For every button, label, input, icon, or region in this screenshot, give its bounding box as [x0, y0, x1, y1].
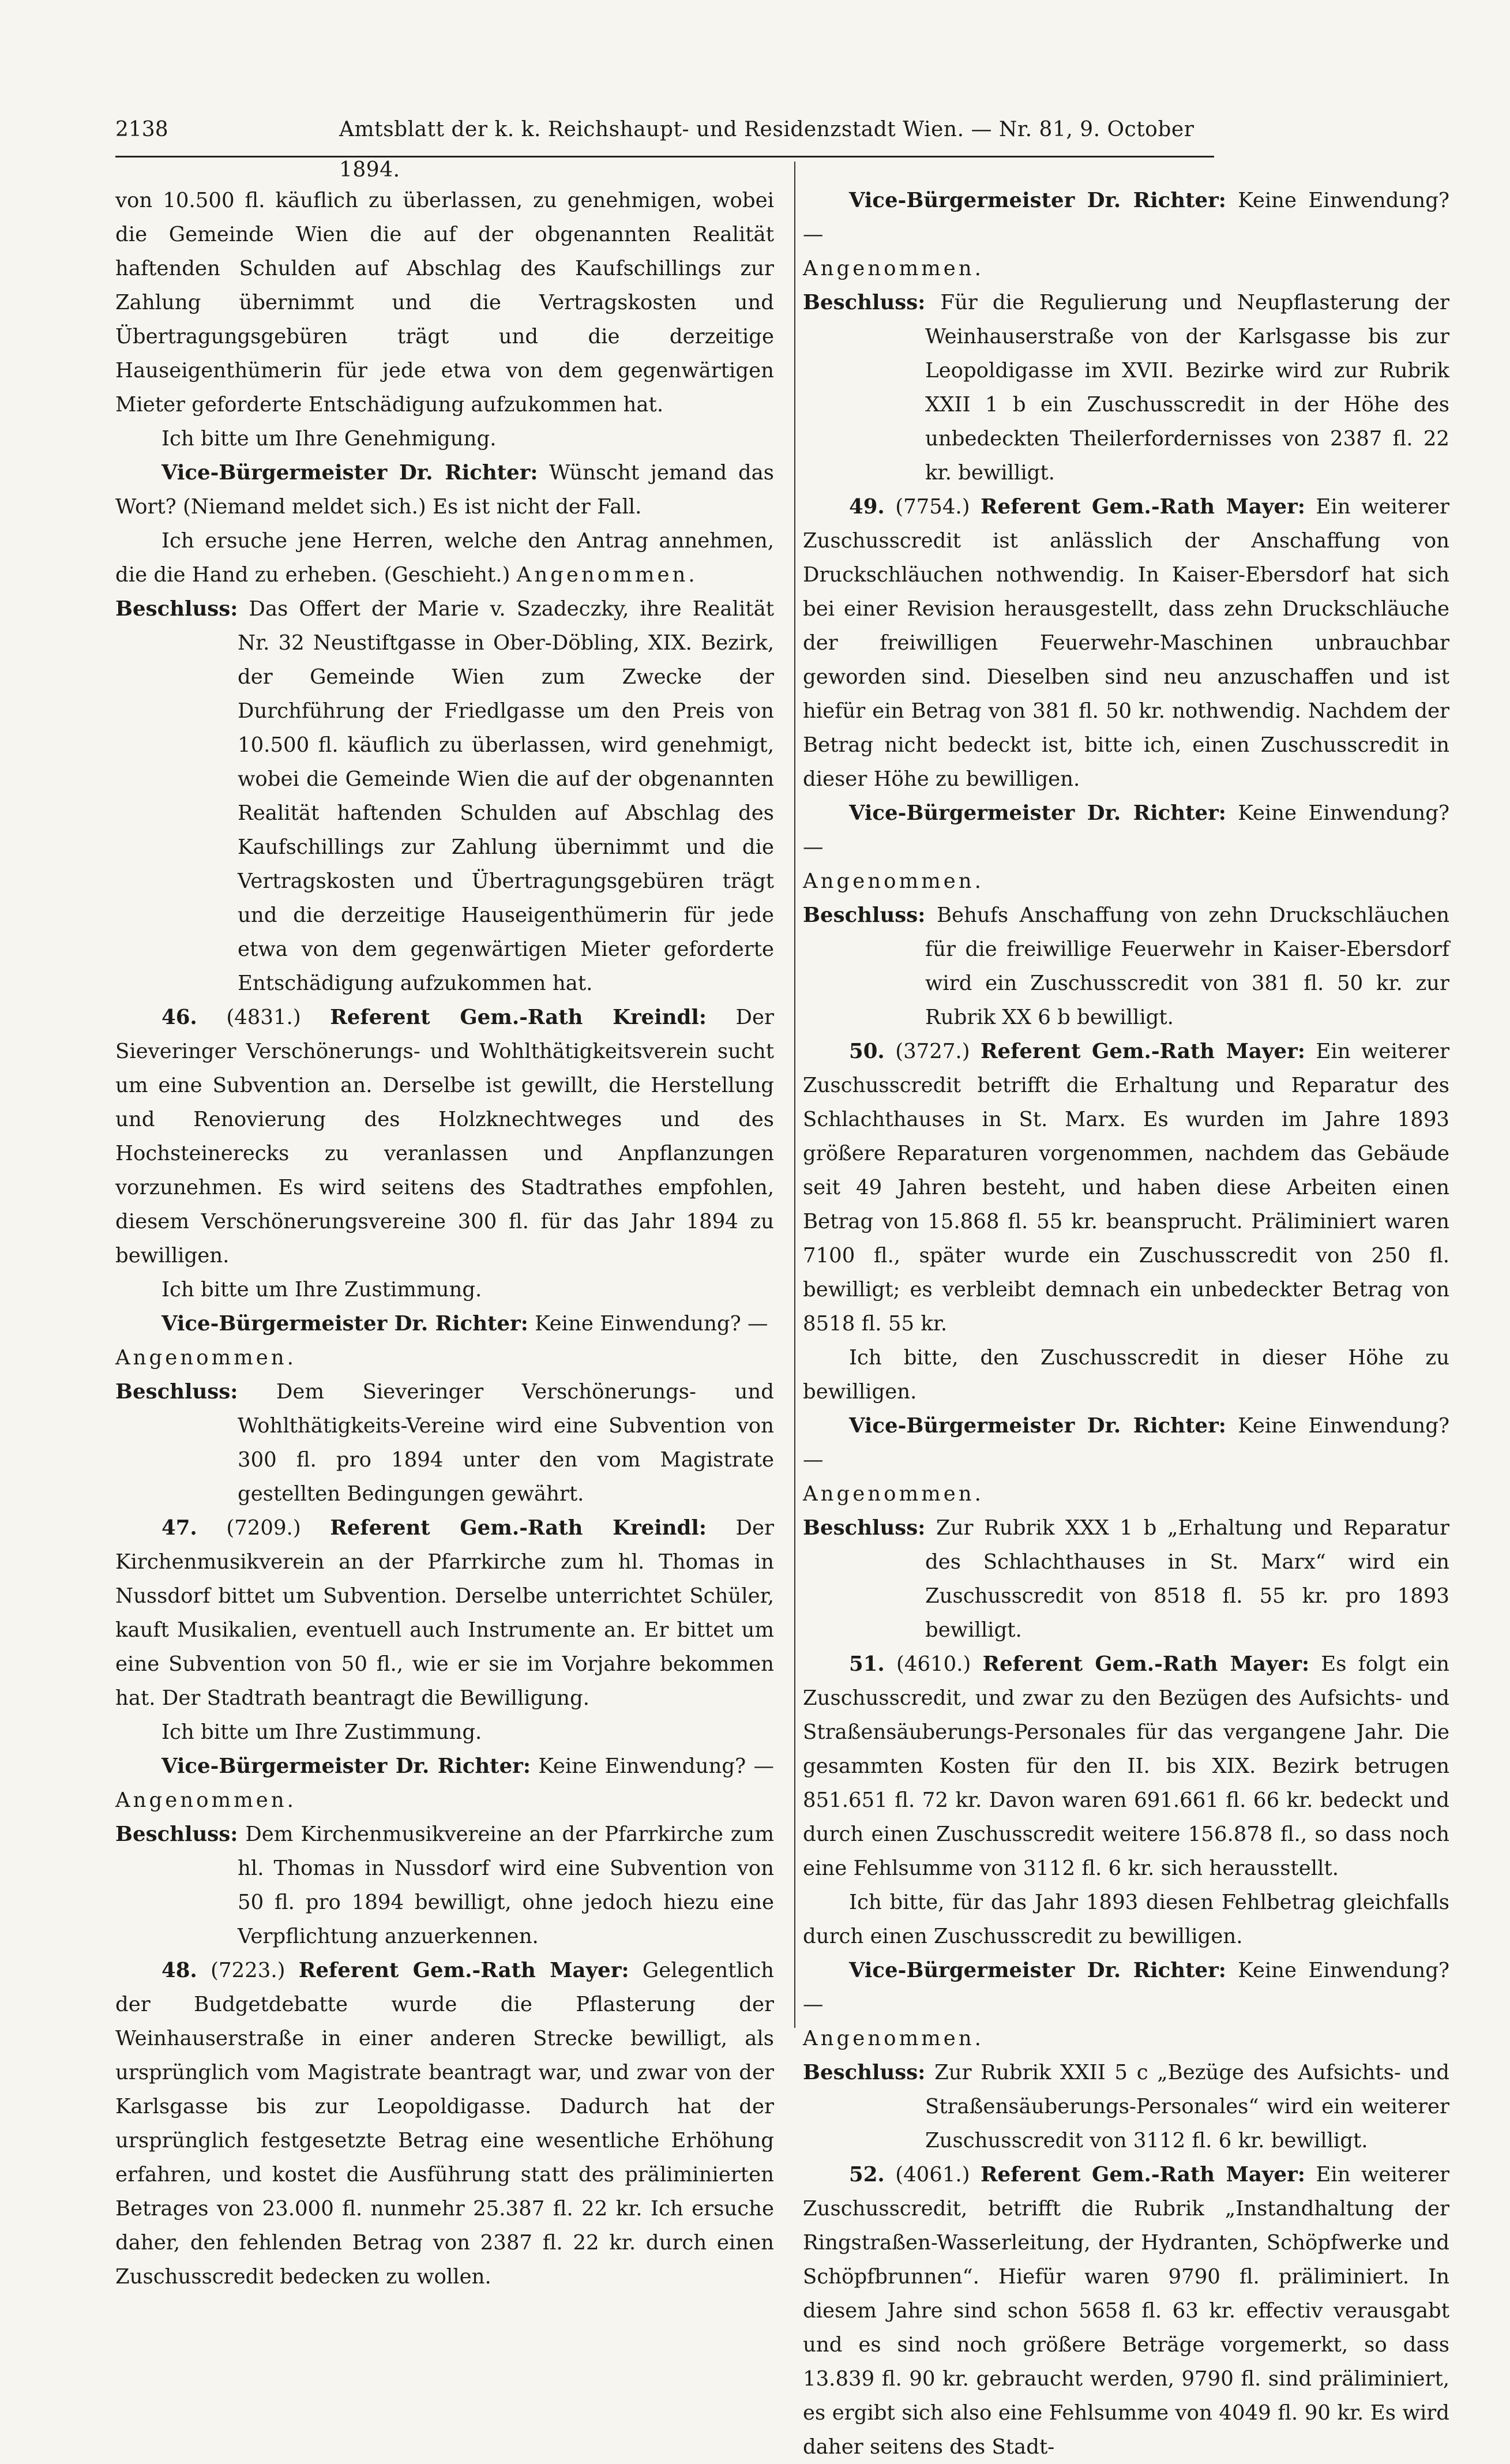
resolution-text: Dem Kirchenmusikvereine an der Pfarrkirche zum hl. Thomas in Nussdorf wird eine Subvention von 50 fl. pro 1894 bewilligt, ohne jedoch hiezu eine Verpflichtung anzuerkennen.: [238, 1822, 774, 1948]
page-header: [115, 110, 1211, 182]
paragraph: [115, 1749, 774, 1817]
speaker: Referent Gem.-Rath Mayer:: [298, 1959, 629, 1982]
agenda-item: [115, 1000, 774, 1273]
item-reference: (4831.): [197, 1006, 330, 1029]
paragraph: Ich bitte, den Zuschusscredit in dieser Höhe zu bewilligen.: [803, 1346, 1449, 1404]
accepted-note: Angenommen.: [803, 2027, 984, 2050]
paragraph: [803, 252, 1449, 286]
paragraph: Ich bitte, für das Jahr 1893 diesen Fehlbetrag gleichfalls durch einen Zuschusscredit zu bewilligen.: [803, 1891, 1449, 1948]
speaker: Vice-Bürgermeister Dr. Richter:: [849, 1959, 1226, 1982]
resolution-label: Beschluss:: [803, 903, 926, 927]
speaker: Vice-Bürgermeister Dr. Richter:: [161, 461, 538, 485]
resolution: [115, 1375, 774, 1511]
column-separator: [794, 162, 795, 2028]
speaker: Vice-Bürgermeister Dr. Richter:: [849, 189, 1226, 212]
resolution-label: Beschluss:: [803, 291, 926, 314]
resolution-text: Zur Rubrik XXX 1 b „Erhaltung und Reparatur des Schlachthauses in St. Marx“ wird ein Zuschusscredit von 8518 fl. 55 kr. pro 1893 bewilligt.: [925, 1516, 1449, 1642]
paragraph: [803, 1409, 1449, 1477]
paragraph: [803, 796, 1449, 864]
accepted-note: Angenommen.: [803, 1482, 984, 1506]
resolution-text: Zur Rubrik XXII 5 c „Bezüge des Aufsichts- und Straßensäuberungs-Personales“ wird ein weiterer Zuschusscredit von 3112 fl. 6 kr. bewilligt.: [925, 2061, 1449, 2152]
item-number: 50.: [849, 1040, 885, 1063]
resolution-label: Beschluss:: [803, 2061, 926, 2084]
speaker: Vice-Bürgermeister Dr. Richter:: [161, 1754, 531, 1778]
resolution-label: Beschluss:: [115, 597, 238, 621]
item-number: 51.: [849, 1652, 885, 1676]
resolution-text: Dem Sieveringer Verschönerungs- und Wohlthätigkeits-Vereine wird eine Subvention von 300 fl. pro 1894 unter den vom Magistrate gestellten Bedingungen gewährt.: [238, 1380, 774, 1506]
paragraph: [115, 1307, 774, 1341]
paragraph: [115, 456, 774, 524]
paragraph: Ich bitte um Ihre Genehmigung.: [161, 427, 497, 451]
right-column: [803, 183, 1449, 2464]
item-reference: (4061.): [884, 2163, 981, 2187]
item-number: 48.: [161, 1959, 197, 1982]
page-number: 2138: [115, 118, 168, 141]
speech: Ein weiterer Zuschusscredit, betrifft die Rubrik „Instandhaltung der Ringstraßen-Wasserleitung, der Hydranten, Schöpfwerke und Schöpfbrunnen“. Hiefür waren 9790 fl. präliminiert. In diesem Jahre sind schon 5658 fl. 63 kr. effectiv verausgabt und es sind noch größere Beträge vorgemerkt, so dass 13.839 fl. 90 kr. gebraucht werden, 9790 fl. sind präliminiert, es ergibt sich also eine Fehlsumme von 4049 fl. 90 kr. Es wird daher seitens des Stadt-: [803, 2163, 1449, 2459]
speaker: Vice-Bürgermeister Dr. Richter:: [849, 1414, 1226, 1438]
speech: Es folgt ein Zuschusscredit, und zwar zu den Bezügen des Aufsichts- und Straßensäuberungs-Personales für das vergangene Jahr. Die gesammten Kosten für den II. bis XIX. Bezirk betrugen 851.651 fl. 72 kr. Davon waren 691.661 fl. 66 kr. bedeckt und durch einen Zuschusscredit weitere 156.878 fl., so dass noch eine Fehlsumme von 3112 fl. 6 kr. sich herausstellt.: [803, 1652, 1449, 1880]
resolution: [803, 286, 1449, 490]
speech: Gelegentlich der Budgetdebatte wurde die Pflasterung der Weinhauserstraße in einer anderen Strecke bewilligt, als ursprünglich vom Magistrate beantragt war, und zwar von der Karlsgasse bis zur Leopoldigasse. Dadurch hat der ursprünglich festgesetzte Betrag eine wesentliche Erhöhung erfahren, und kostet die Ausführung statt des präliminierten Betrages von 23.000 fl. nunmehr 25.387 fl. 22 kr. Ich ersuche daher, den fehlenden Betrag von 2387 fl. 22 kr. durch einen Zuschusscredit bedecken zu wollen.: [115, 1959, 774, 2289]
accepted-note: Angenommen.: [115, 1346, 296, 1370]
paragraph: Ich bitte um Ihre Zustimmung.: [161, 1278, 482, 1302]
speech: Keine Einwendung? —: [803, 1414, 1449, 1472]
paragraph: [803, 864, 1449, 898]
speech: Keine Einwendung? —: [530, 1754, 774, 1778]
speaker: Vice-Bürgermeister Dr. Richter:: [849, 801, 1226, 825]
header-title: Amtsblatt der k. k. Reichshaupt- und Residenzstadt Wien. — Nr. 81, 9. October 1894.: [339, 118, 1195, 182]
item-reference: (4610.): [884, 1652, 983, 1676]
paragraph: [115, 524, 774, 592]
resolution: [115, 592, 774, 1000]
left-column: [115, 183, 774, 2294]
agenda-item: [115, 1953, 774, 2294]
item-reference: (7754.): [884, 495, 981, 519]
speaker: Referent Gem.-Rath Mayer:: [982, 1652, 1310, 1676]
item-number: 49.: [849, 495, 885, 519]
resolution: [803, 898, 1449, 1034]
agenda-item: [803, 1647, 1449, 1885]
agenda-item: [803, 2158, 1449, 2464]
speech: Keine Einwendung? —: [803, 801, 1449, 859]
resolution-label: Beschluss:: [115, 1822, 238, 1846]
resolution: [803, 2056, 1449, 2158]
accepted-note: Angenommen.: [803, 257, 984, 280]
paragraph: [803, 1477, 1449, 1511]
resolution: [803, 1511, 1449, 1647]
speech: Ein weiterer Zuschusscredit ist anlässlich der Anschaffung von Druckschläuchen nothwendig. In Kaiser-Ebersdorf hat sich bei einer Revision herausgestellt, dass zehn Druckschläuche der freiwilligen Feuerwehr-Maschinen unbrauchbar geworden sind. Dieselben sind neu anzuschaffen und ist hiefür ein Betrag von 381 fl. 50 kr. nothwendig. Nachdem der Betrag nicht bedeckt ist, bitte ich, einen Zuschusscredit in dieser Höhe zu bewilligen.: [803, 495, 1449, 791]
header-rule: [115, 156, 1214, 157]
item-number: 47.: [161, 1516, 197, 1540]
agenda-item: [115, 1511, 774, 1715]
accepted-note: Angenommen.: [803, 869, 984, 893]
resolution-text: Behufs Anschaffung von zehn Druckschläuchen für die freiwillige Feuerwehr in Kaiser-Ebersdorf wird ein Zuschusscredit von 381 fl. 50 kr. zur Rubrik XX 6 b bewilligt.: [925, 903, 1449, 1029]
speech: Der Sieveringer Verschönerungs- und Wohlthätigkeitsverein sucht um eine Subvention an. Derselbe ist gewillt, die Herstellung und Renovierung des Holzknechtweges und des Hochsteinerecks zu veranlassen und Anpflanzungen vorzunehmen. Es wird seitens des Stadtrathes empfohlen, diesem Verschönerungsvereine 300 fl. für das Jahr 1894 zu bewilligen.: [115, 1006, 774, 1267]
resolution-label: Beschluss:: [803, 1516, 926, 1540]
agenda-item: [803, 490, 1449, 796]
speech: Ein weiterer Zuschusscredit betrifft die Erhaltung und Reparatur des Schlachthauses in St. Marx. Es wurden im Jahre 1893 größere Reparaturen vorgenommen, nachdem das Gebäude seit 49 Jahren besteht, und haben diese Arbeiten einen Betrag von 15.868 fl. 55 kr. beansprucht. Präliminiert waren 7100 fl., später wurde ein Zuschusscredit von 250 fl. bewilligt; es verbleibt demnach ein unbedeckter Betrag von 8518 fl. 55 kr.: [803, 1040, 1449, 1336]
resolution-text: Für die Regulierung und Neupflasterung der Weinhauserstraße von der Karlsgasse bis zur Leopoldigasse im XVII. Bezirke wird zur Rubrik XXII 1 b ein Zuschusscredit in der Höhe des unbedeckten Theilerfordernisses von 2387 fl. 22 kr. bewilligt.: [925, 291, 1449, 485]
speaker: Referent Gem.-Rath Mayer:: [981, 495, 1305, 519]
paragraph: [803, 2022, 1449, 2056]
speech: Ich ersuche jene Herren, welche den Antrag annehmen, die die Hand zu erheben. (Geschieht.): [115, 529, 774, 587]
speaker: Vice-Bürgermeister Dr. Richter:: [161, 1312, 528, 1336]
speech: Wünscht jemand das Wort? (Niemand meldet sich.) Es ist nicht der Fall.: [115, 461, 774, 519]
paragraph: von 10.500 fl. käuflich zu überlassen, zu genehmigen, wobei die Gemeinde Wien die auf der obgenannten Realität haftenden Schulden auf Abschlag des Kaufschillings zur Zahlung übernimmt und die Vertragskosten und Übertragungsgebüren trägt und die derzeitige Hauseigenthümerin für jede etwa von dem gegenwärtigen Mieter geforderte Entschädigung aufzukommen hat.: [115, 189, 774, 417]
accepted-note: Angenommen.: [115, 1788, 296, 1812]
item-reference: (3727.): [884, 1040, 981, 1063]
speaker: Referent Gem.-Rath Mayer:: [981, 2163, 1305, 2187]
item-number: 52.: [849, 2163, 885, 2187]
speech: Keine Einwendung? —: [528, 1312, 768, 1336]
speaker: Referent Gem.-Rath Kreindl:: [330, 1006, 707, 1029]
item-reference: (7223.): [197, 1959, 299, 1982]
paragraph: [803, 183, 1449, 252]
agenda-item: [803, 1034, 1449, 1341]
paragraph: [115, 1341, 774, 1375]
speaker: Referent Gem.-Rath Mayer:: [981, 1040, 1305, 1063]
resolution-label: Beschluss:: [115, 1380, 238, 1404]
speech: Keine Einwendung? —: [803, 1959, 1449, 2016]
accepted-note: Angenommen.: [516, 563, 698, 587]
paragraph: Ich bitte um Ihre Zustimmung.: [161, 1720, 482, 1744]
speech: Der Kirchenmusikverein an der Pfarrkirche zum hl. Thomas in Nussdorf bittet um Subvention. Derselbe unterrichtet Schüler, kauft Musikalien, eventuell auch Instrumente an. Er bittet um eine Subvention von 50 fl., wie er sie im Vorjahre bekommen hat. Der Stadtrath beantragt die Bewilligung.: [115, 1516, 774, 1710]
item-number: 46.: [161, 1006, 197, 1029]
speaker: Referent Gem.-Rath Kreindl:: [330, 1516, 707, 1540]
paragraph: [803, 1953, 1449, 2022]
resolution-text: Das Offert der Marie v. Szadeczky, ihre Realität Nr. 32 Neustiftgasse in Ober-Döbling, XIX. Bezirk, der Gemeinde Wien zum Zwecke der Durchführung der Friedlgasse um den Preis von 10.500 fl. käuflich zu überlassen, wird genehmigt, wobei die Gemeinde Wien die auf der obgenannten Realität haftenden Schulden auf Abschlag des Kaufschillings zur Zahlung übernimmt und die Vertragskosten und Übertragungsgebüren trägt und die derzeitige Hauseigenthümerin für jede etwa von dem gegenwärtigen Mieter geforderte Entschädigung aufzukommen hat.: [238, 597, 774, 995]
resolution: [115, 1817, 774, 1953]
item-reference: (7209.): [197, 1516, 330, 1540]
speech: Keine Einwendung? —: [803, 189, 1449, 246]
